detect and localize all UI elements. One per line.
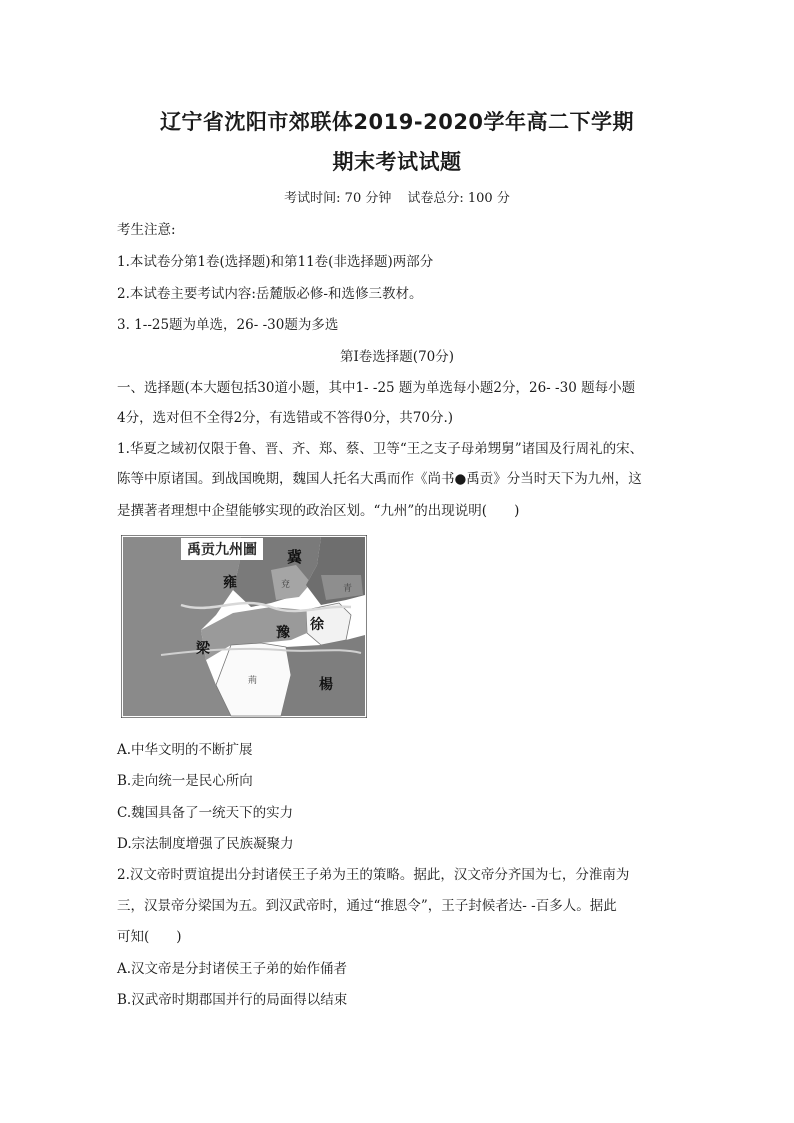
notice-item: 1.本试卷分第1卷(选择题)和第11卷(非选择题)两部分: [117, 254, 434, 270]
map-label-qing: 青: [343, 584, 353, 594]
exam-time: 考试时间: 70 分钟: [284, 191, 392, 206]
question-1-option: B.走向统一是民心所向: [117, 773, 253, 789]
section-intro-line: 4分，选对但不全得2分，有选错或不答得0分，共70分.): [117, 410, 454, 426]
map-label-xu: 徐: [310, 617, 324, 633]
section-intro-line: 一、选择题(本大题包括30道小题，其中1- -25 题为单选每小题2分，26- -30 题每小题: [117, 380, 636, 396]
title-line-1: 辽宁省沈阳市郊联体2019-2020学年高二下学期: [159, 110, 635, 134]
title-line-2: 期末考试试题: [332, 150, 462, 174]
map-label-yu: 豫: [276, 625, 290, 641]
map-label-yong: 雍: [223, 575, 237, 591]
question-2-option: A.汉文帝是分封诸侯王子弟的始作俑者: [117, 961, 348, 977]
question-1-option: C.魏国具备了一统天下的实力: [117, 805, 294, 821]
notice-heading: 考生注意:: [117, 222, 176, 238]
map-label-yang: 楊: [319, 677, 333, 693]
question-1-option: D.宗法制度增强了民族凝聚力: [117, 836, 294, 852]
question-2-option: B.汉武帝时期郡国并行的局面得以结束: [117, 992, 348, 1008]
map-label-ji: 冀: [287, 548, 303, 566]
question-2-text: 2.汉文帝时贾谊提出分封诸侯王子弟为王的策略。据此，汉文帝分齐国为七，分淮南为: [117, 867, 630, 883]
map-title: 禹贡九州圖: [187, 542, 257, 558]
question-1-text: 是撰著者理想中企望能够实现的政治区划。“九州”的出现说明( ): [117, 503, 520, 519]
notice-item: 2.本试卷主要考试内容:岳麓版必修-和选修三教材。: [117, 286, 423, 302]
question-2-text: 可知( ): [117, 929, 182, 945]
yugong-nine-provinces-map: [121, 535, 367, 718]
section-title: 第I卷选择题(70分): [339, 349, 455, 365]
notice-item: 3. 1--25题为单选，26- -30题为多选: [117, 317, 339, 333]
map-label-liang: 梁: [196, 641, 210, 657]
question-2-text: 三，汉景帝分梁国为五。到汉武帝时，通过“推恩令”，王子封候者达- -百多人。据此: [117, 898, 617, 914]
exam-meta: [0, 187, 794, 206]
question-1-text: 陈等中原诸国。到战国晚期，魏国人托名大禹而作《尚书●禹贡》分当时天下为九州，这: [117, 471, 642, 487]
map-label-yan: 兗: [281, 580, 291, 590]
question-1-option: A.中华文明的不断扩展: [117, 742, 253, 758]
map-label-jing: 荊: [248, 676, 258, 686]
question-1-text: 1.华夏之域初仅限于鲁、晋、齐、郑、蔡、卫等“王之支子母弟甥舅”诸国及行周礼的宋、: [117, 441, 644, 457]
total-score: 试卷总分: 100 分: [407, 191, 510, 206]
